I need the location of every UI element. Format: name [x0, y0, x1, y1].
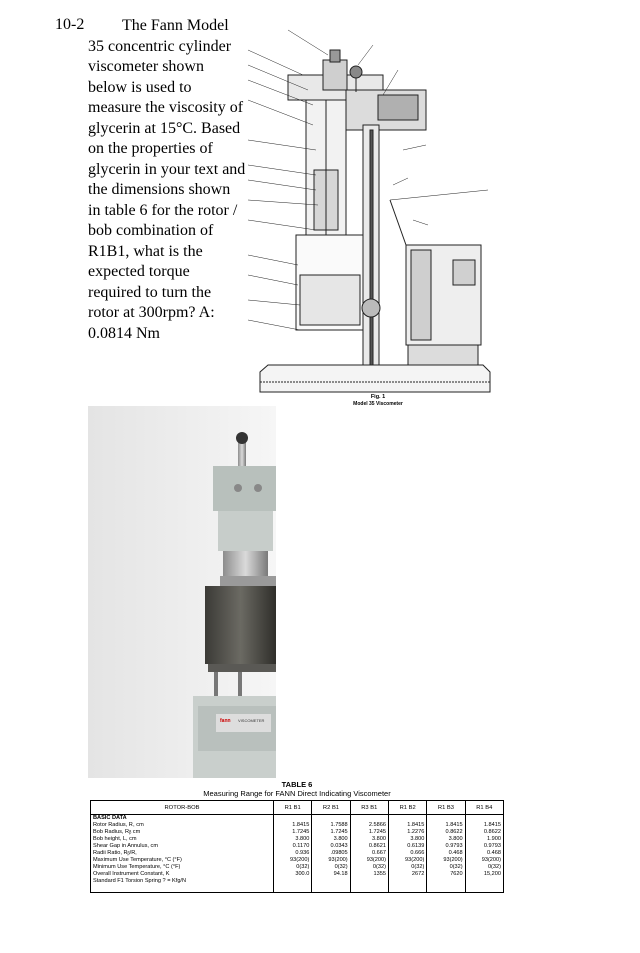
table-cell: 0.666 [410, 850, 425, 856]
header-r1b2: R1 B2 [388, 801, 426, 815]
header-rotor-bob: ROTOR-BOB [91, 801, 274, 815]
table-cell: 0(32) [449, 864, 463, 870]
table-cell: 94.18 [333, 871, 348, 877]
table-cell: 93(200) [328, 857, 348, 863]
table-cell [429, 878, 462, 885]
problem-statement: The Fann Model 35 concentric cylinder viscometer shown below is used to measure the viscosity of glycerin at 15°C. Based on the properties of glycerin in your text and the dimensions shown in table 6 for the rotor / bob combination of R1B1, what is the expected torque required to turn the rotor at 300rpm? A: 0.0814 Nm [88, 17, 246, 342]
table-body-row [91, 815, 504, 893]
spacer [276, 885, 309, 892]
table-cell: .09805 [330, 850, 348, 856]
header-r1b1: R1 B1 [274, 801, 312, 815]
table-cell: 1.8415 [445, 822, 463, 828]
table-cell: 0.8621 [368, 843, 386, 849]
photo-brand-label: fann [220, 718, 231, 724]
spacer [391, 815, 424, 822]
table-cell: 0.468 [487, 850, 501, 856]
value-column-1 [274, 815, 312, 893]
header-r2b1: R2 B1 [312, 801, 350, 815]
spacer [468, 815, 501, 822]
table-cell: 0.9793 [445, 843, 463, 849]
header-r3b1: R3 B1 [350, 801, 388, 815]
header-r1b4: R1 B4 [465, 801, 503, 815]
spacer [468, 885, 501, 892]
spacer [353, 885, 386, 892]
table-cell: 15,200 [483, 871, 501, 877]
table-cell: 0(32) [411, 864, 425, 870]
table-cell: 3.800 [371, 836, 386, 842]
value-column-3 [350, 815, 388, 893]
table-cell: 0.936 [295, 850, 310, 856]
row-label: Minimum Use Temperature, °C (°F) [93, 864, 181, 870]
table-cell: 3.800 [448, 836, 463, 842]
table-cell: 93(200) [481, 857, 501, 863]
figure-caption-number: Fig. 1 [370, 394, 386, 400]
table-cell: 2672 [411, 871, 425, 877]
spacer [93, 885, 271, 892]
table-title: TABLE 6 [281, 780, 313, 789]
row-label: Rotor Radius, R꜀ cm [93, 822, 144, 828]
table-cell: 93(200) [443, 857, 463, 863]
row-label: Bob height, L, cm [93, 836, 137, 842]
table-cell: 1.7245 [368, 829, 386, 835]
table-cell: 1.7588 [330, 822, 348, 828]
row-label: Shear Gap in Annulus, cm [93, 843, 158, 849]
spacer [314, 815, 347, 822]
photo-product-label: VISCOMETER [238, 718, 265, 723]
spacer [429, 815, 462, 822]
row-label: Standard F1 Torsion Spring ? = Kfg/N [93, 878, 187, 884]
section-label: BASIC DATA [93, 815, 127, 821]
viscometer-photo [88, 406, 276, 778]
table-cell: 0(32) [372, 864, 386, 870]
header-r1b3: R1 B3 [427, 801, 465, 815]
table-cell: 93(200) [290, 857, 310, 863]
spacer [314, 885, 347, 892]
table-cell [468, 878, 501, 885]
value-column-5 [427, 815, 465, 893]
viscometer-cross-section-diagram [228, 20, 528, 410]
table-cell [353, 878, 386, 885]
table-subtitle: Measuring Range for FANN Direct Indicating Viscometer [203, 789, 391, 798]
table-cell: 3.800 [295, 836, 310, 842]
table-6 [90, 780, 504, 893]
spacer [391, 885, 424, 892]
table-cell: 300.0 [295, 871, 310, 877]
table-cell [391, 878, 424, 885]
spacer [276, 815, 309, 822]
table-cell: 1.2276 [407, 829, 425, 835]
value-column-6 [465, 815, 503, 893]
table-cell: 93(200) [366, 857, 386, 863]
spacer [429, 885, 462, 892]
value-column-2 [312, 815, 350, 893]
spacer [353, 815, 386, 822]
table-cell: 0.0343 [330, 843, 348, 849]
problem-number: 10-2 [55, 16, 85, 33]
figure-caption-title: Model 35 Viscometer [353, 401, 403, 407]
table-cell: 0.8622 [483, 829, 501, 835]
table-cell: 2.5866 [368, 822, 386, 828]
table-cell: 0.1170 [292, 843, 310, 849]
table-cell: 0.667 [371, 850, 386, 856]
table-cell: 1.8415 [483, 822, 501, 828]
row-label: Bob Radius, Rᵦ cm [93, 829, 141, 835]
table-cell: 7620 [450, 871, 463, 877]
table-cell: 0(32) [334, 864, 348, 870]
table-cell: 1.8415 [292, 822, 310, 828]
table-cell: 1.7245 [330, 829, 348, 835]
row-label: Overall Instrument Constant, K [93, 871, 170, 877]
label-column [91, 815, 274, 893]
table-cell: 1.8415 [407, 822, 425, 828]
row-label: Radii Ratio, Rᵦ/R꜀ [93, 850, 138, 856]
row-label: Maximum Use Temperature, °C (°F) [93, 857, 182, 863]
table-cell: 0.8622 [445, 829, 463, 835]
value-column-4 [388, 815, 426, 893]
table-cell: 0(32) [296, 864, 310, 870]
table-cell: 1.7245 [292, 829, 310, 835]
table-cell [276, 878, 309, 885]
table-cell: 0.6139 [407, 843, 425, 849]
table-cell: 3.800 [333, 836, 348, 842]
table-cell: 93(200) [405, 857, 425, 863]
table-cell [314, 878, 347, 885]
table-cell: 1.900 [487, 836, 501, 842]
table-cell: 1355 [373, 871, 386, 877]
table-cell: 0(32) [487, 864, 501, 870]
table-cell: 0.9793 [483, 843, 501, 849]
measuring-range-table [90, 800, 504, 893]
table-cell: 3.800 [410, 836, 425, 842]
table-cell: 0.468 [448, 850, 463, 856]
table-header-row [91, 801, 504, 815]
diagram-drawing [248, 30, 490, 392]
